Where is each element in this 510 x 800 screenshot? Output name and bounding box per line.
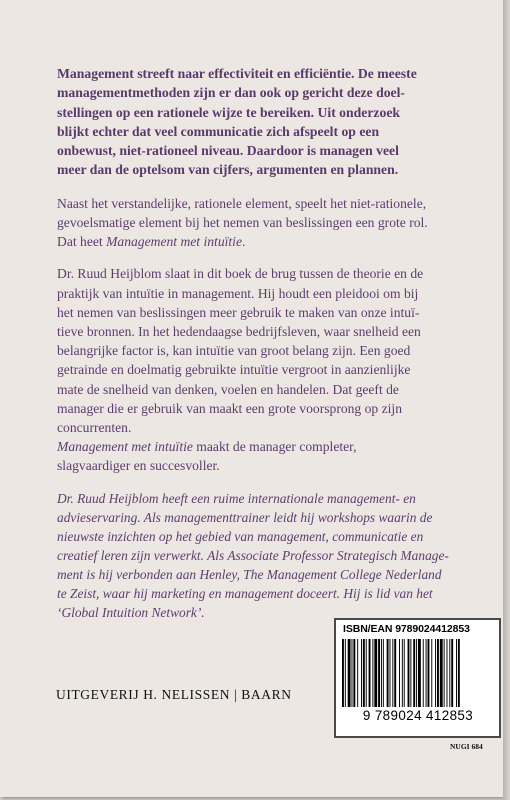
- paragraph-line: concurrenten.: [57, 420, 132, 436]
- paragraph-line: gevoelsmatige element bij het nemen van beslissingen een grote rol.: [57, 214, 428, 230]
- barcode-label: [334, 618, 501, 738]
- intro-line: onbewust, niet-rationeel niveau. Daardoor is managen veel: [57, 143, 399, 159]
- blurb-text: [57, 64, 477, 622]
- paragraph-line: mate de snelheid van denken, voelen en handelen. Dat geeft de: [57, 381, 399, 397]
- book-title-italic: Management met intuïtie: [57, 439, 193, 455]
- author-bio-paragraph: [57, 489, 477, 622]
- bio-line: ment is hij verbonden aan Henley, The Management College Nederland: [57, 566, 442, 582]
- paragraph-line: het nemen van beslissingen meer gebruik te maken van onze intuï-: [57, 304, 420, 320]
- paragraph-line: praktijk van intuïtie in management. Hij houdt een pleidooi om bij: [57, 285, 419, 301]
- intro-line: stellingen op een rationele wijze te bereiken. Uit onderzoek: [57, 104, 401, 120]
- second-paragraph: [57, 194, 477, 252]
- paragraph-line: [57, 232, 477, 251]
- text-fragment: .: [241, 234, 246, 250]
- author-argument-paragraph: [57, 264, 477, 475]
- publisher-name: UITGEVERIJ H. NELISSEN | BAARN: [56, 687, 292, 702]
- book-title-italic: Management met intuïtie: [106, 234, 242, 250]
- intro-paragraph: [57, 64, 477, 180]
- bio-line: nieuwste inzichten op het gebied van management, communicatie en: [57, 528, 424, 544]
- paragraph-line: tieve bronnen. In het hedendaagse bedrijfsleven, waar snelheid een: [57, 324, 421, 339]
- paragraph-line: slagvaardiger en succesvoller.: [57, 458, 220, 474]
- paragraph-line: [57, 437, 477, 456]
- text-fragment: Dat heet: [57, 234, 107, 250]
- intro-line: Management streeft naar effectiviteit en efficiëntie. De meeste: [57, 66, 417, 81]
- isbn-label: ISBN/EAN 9789024412853: [343, 623, 470, 635]
- bio-line: creatief leren zijn verwerkt. Als Associate Professor Strategisch Manage-: [57, 547, 449, 563]
- bio-line: advieservaring. Als managementtrainer leidt hij workshops waarin de: [57, 509, 433, 525]
- intro-line: managementmethoden zijn er dan ook op gericht deze doel-: [57, 85, 405, 101]
- intro-line: meer dan de optelsom van cijfers, argumenten en plannen.: [57, 162, 399, 178]
- paragraph-line: manager die er gebruik van maakt een grote voorsprong op zijn: [57, 400, 403, 416]
- isbn-digits: 9 789024 412853: [362, 708, 474, 723]
- bio-line: Dr. Ruud Heijblom heeft een ruime internationale management- en: [57, 490, 416, 506]
- page-edge: [503, 0, 510, 800]
- paragraph-line: belangrijke factor is, kan intuïtie van groot belang zijn. Een goed: [57, 343, 411, 359]
- bio-line: ‘Global Intuition Network’.: [57, 604, 205, 620]
- paragraph-line: Naast het verstandelijke, rationele element, speelt het niet-rationele,: [57, 195, 427, 211]
- bio-line: te Zeist, waar hij marketing en management doceert. Hij is lid van het: [57, 585, 433, 601]
- barcode-icon: [342, 639, 494, 707]
- paragraph-line: getrainde en doelmatig gebruikte intuïtie vergroot in aanzienlijke: [57, 362, 411, 378]
- paragraph-line: Dr. Ruud Heijblom slaat in dit boek de brug tussen de theorie en de: [57, 266, 424, 282]
- nugi-code: NUGI 684: [450, 742, 483, 751]
- text-fragment: maakt de manager completer,: [192, 439, 357, 455]
- intro-line: blijkt echter dat veel communicatie zich afspeelt op een: [57, 123, 380, 139]
